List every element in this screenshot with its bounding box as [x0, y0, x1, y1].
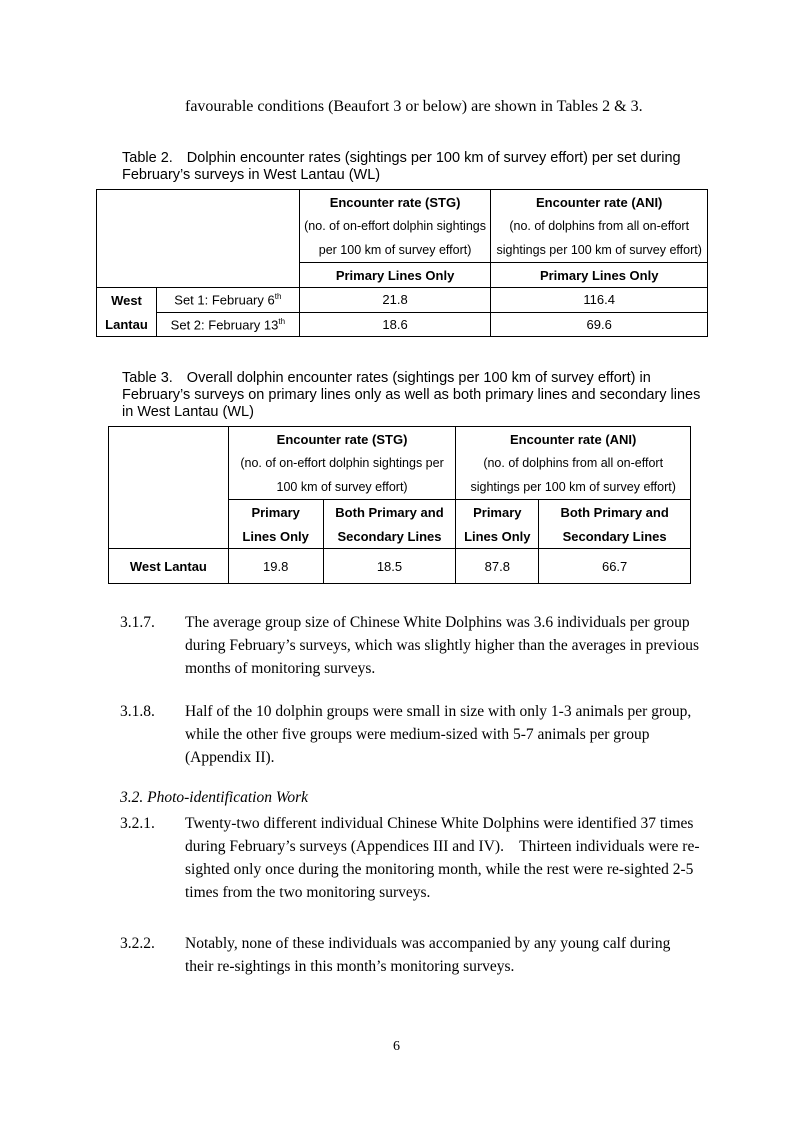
table2-caption [122, 150, 702, 184]
table3-caption-text: Overall dolphin encounter rates (sightings per 100 km of survey effort) in February’s surveys on primary lines only as well as both primary lines and secondary lines in West Lantau (WL) [122, 370, 701, 420]
table2-ani-header: Encounter rate (ANI) [491, 190, 708, 215]
table3-stg-header: Encounter rate (STG) [228, 427, 456, 452]
table3-stg-both-header-2: Secondary Lines [323, 524, 456, 549]
paragraph-number: 3.2.1. [120, 815, 155, 832]
paragraph-text: Notably, none of these individuals was accompanied by any young calf during their re-sightings in this month’s monitoring surveys. [185, 935, 671, 975]
table2-caption-text: Dolphin encounter rates (sightings per 100 km of survey effort) per set during February’s surveys in West Lantau (WL) [122, 150, 681, 183]
table2-stg-value: 18.6 [299, 312, 491, 337]
table3-ani-header: Encounter rate (ANI) [456, 427, 691, 452]
table3-stg-both-header-1: Both Primary and [323, 500, 456, 525]
paragraph-number: 3.1.8. [120, 703, 155, 720]
table2-ani-value: 116.4 [491, 288, 708, 313]
table2-set-cell: Set 1: February 6th [156, 288, 299, 313]
table-row [97, 288, 708, 313]
table3-stg-description-2: 100 km of survey effort) [228, 475, 456, 500]
table2-stg-lines-header: Primary Lines Only [299, 263, 491, 288]
table3-row-label: West Lantau [109, 549, 229, 584]
table2-ani-value: 69.6 [491, 312, 708, 337]
paragraph-3-1-7 [120, 611, 700, 680]
table2-stg-value: 21.8 [299, 288, 491, 313]
table2-area-label-1: West [97, 288, 157, 313]
table3-stg-primary-header-1: Primary [228, 500, 323, 525]
table3-value: 19.8 [228, 549, 323, 584]
table3-stg-description-1: (no. of on-effort dolphin sightings per [228, 451, 456, 475]
table2-ani-lines-header: Primary Lines Only [491, 263, 708, 288]
section-heading: 3.2. Photo-identification Work [120, 789, 308, 806]
paragraph-3-2-1 [120, 812, 700, 904]
table3-ani-both-header-2: Secondary Lines [539, 524, 691, 549]
table2 [96, 189, 708, 337]
table3-stg-primary-header-2: Lines Only [228, 524, 323, 549]
table2-stg-description-2: per 100 km of survey effort) [299, 238, 491, 263]
table2-stg-header: Encounter rate (STG) [299, 190, 491, 215]
paragraph-text: Twenty-two different individual Chinese White Dolphins were identified 37 times during February’s surveys (Appendices III and IV). Thirteen individuals were re-sighted only once during the monitoring month, while the rest were re-sighted 2-5 times from the two monitoring surveys. [185, 815, 700, 901]
table3-ani-description-1: (no. of dolphins from all on-effort [456, 451, 691, 475]
paragraph-text: Half of the 10 dolphin groups were small in size with only 1-3 animals per group, while the other five groups were medium-sized with 5-7 animals per group (Appendix II). [185, 703, 692, 766]
table3-value: 87.8 [456, 549, 539, 584]
table2-stg-description-1: (no. of on-effort dolphin sightings [299, 214, 491, 238]
paragraph-text: The average group size of Chinese White Dolphins was 3.6 individuals per group during February’s surveys, which was slightly higher than the averages in previous months of monitoring surveys. [185, 614, 699, 677]
table2-area-label-2: Lantau [97, 312, 157, 337]
table2-ani-description-1: (no. of dolphins from all on-effort [491, 214, 708, 238]
table2-ani-description-2: sightings per 100 km of survey effort) [491, 238, 708, 263]
table3-ani-description-2: sightings per 100 km of survey effort) [456, 475, 691, 500]
table2-caption-number: Table 2. [122, 150, 173, 166]
paragraph-3-1-8 [120, 700, 700, 769]
table-row [97, 312, 708, 337]
table3-ani-primary-header-2: Lines Only [456, 524, 539, 549]
table3-value: 66.7 [539, 549, 691, 584]
paragraph-number: 3.2.2. [120, 935, 155, 952]
table-row [109, 549, 691, 584]
intro-text: favourable conditions (Beaufort 3 or below) are shown in Tables 2 & 3. [185, 98, 643, 115]
paragraph-number: 3.1.7. [120, 614, 155, 631]
table3-value: 18.5 [323, 549, 456, 584]
table2-set-cell: Set 2: February 13th [156, 312, 299, 337]
table3-empty-header-cell [109, 427, 229, 549]
table2-empty-header-cell [97, 190, 300, 288]
table3-caption-number: Table 3. [122, 370, 173, 386]
table3-ani-both-header-1: Both Primary and [539, 500, 691, 525]
table3-ani-primary-header-1: Primary [456, 500, 539, 525]
paragraph-3-2-2 [120, 932, 700, 978]
table3-caption [122, 370, 702, 421]
table3 [108, 426, 691, 584]
page-number: 6 [393, 1039, 400, 1054]
